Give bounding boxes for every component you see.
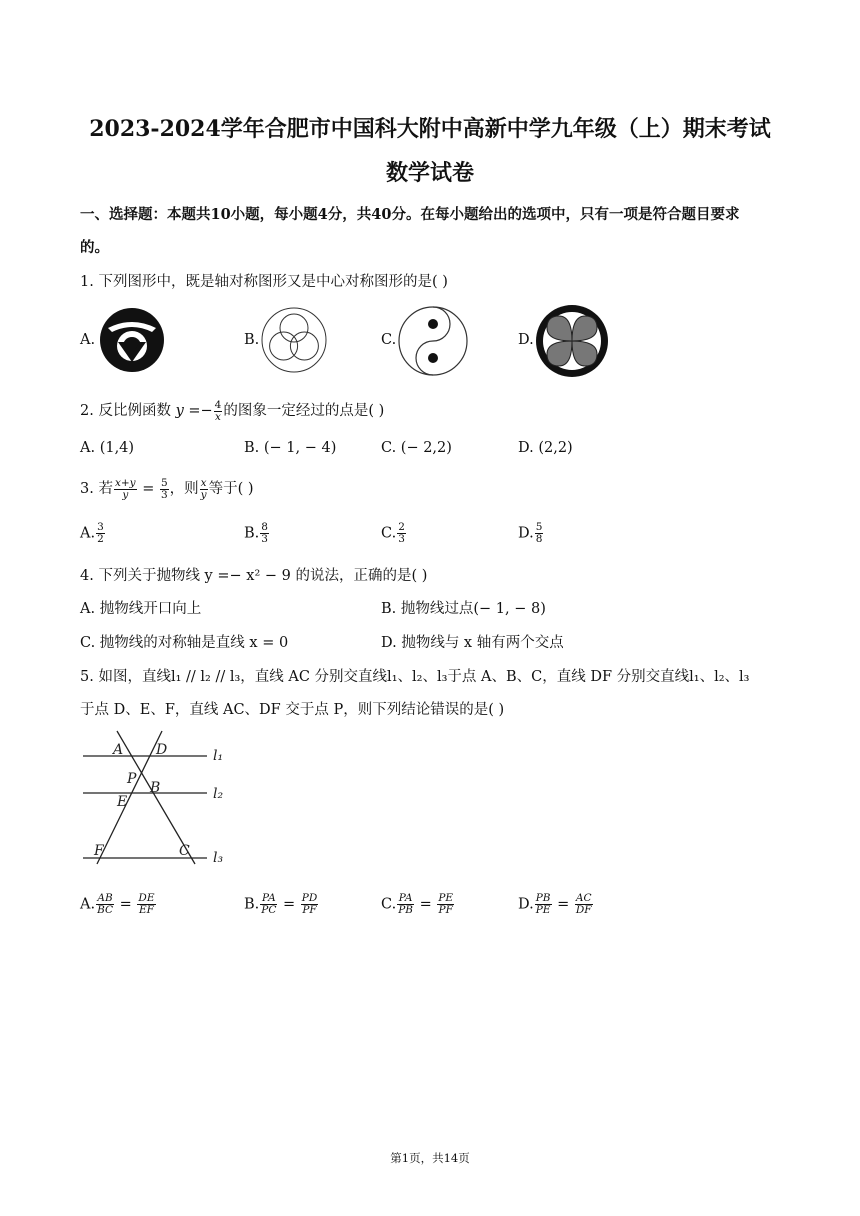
q5-option-a-frac2 <box>137 893 155 916</box>
q3-frac3-den: y <box>200 488 207 501</box>
q3-option-a <box>80 522 106 545</box>
q2-option-c: C. (− 2,2) <box>381 440 452 456</box>
label-A: A <box>113 742 124 758</box>
label-C: C <box>179 843 190 859</box>
q5-parallel-lines-figure <box>75 728 235 870</box>
q3-stem-pre: 3. 若 <box>80 481 113 497</box>
q2-option-a: A. (1,4) <box>80 440 135 456</box>
q2-stem-pre: 2. 反比例函数 <box>80 403 176 419</box>
q1-option-b-label: B. <box>244 332 260 348</box>
q4-stem: 4. 下列关于抛物线 y =− x² − 9 的说法，正确的是( ) <box>80 568 428 584</box>
q3-option-a-den: 2 <box>97 533 104 545</box>
q3-option-a-num: 3 <box>97 521 104 533</box>
q2-option-b: B. (− 1, − 4) <box>244 440 337 456</box>
q5-option-c-label: C. <box>381 896 397 913</box>
q3-stem <box>80 477 254 501</box>
q2-stem-post: 的图象一定经过的点是( ) <box>223 403 385 419</box>
q3-option-b-frac <box>260 522 269 545</box>
label-F: F <box>94 843 104 859</box>
q3-frac2-den: 3 <box>160 488 168 501</box>
page-subtitle: 数学试卷 <box>385 160 474 186</box>
q3-option-a-frac <box>96 522 105 545</box>
q5-b-num2: PD <box>301 892 318 904</box>
q1-figure-c <box>397 305 469 377</box>
q3-option-d-label: D. <box>518 525 534 542</box>
q5-a-den2: EF <box>138 904 154 916</box>
label-P: P <box>127 771 137 787</box>
page-title: 2023-2024学年合肥市中国科大附中高新中学九年级（上）期末考试 <box>89 116 771 142</box>
q3-option-d-den: 8 <box>535 533 543 545</box>
q5-stem-line2: 于点 D、E、F，直线 AC、DF 交于点 P，则下列结论错误的是( ) <box>80 702 505 718</box>
q5-a-num2: DE <box>138 892 155 904</box>
q3-option-a-label: A. <box>80 525 96 542</box>
q5-c-den2: PF <box>438 904 453 916</box>
q3-option-c-num: 2 <box>398 521 405 533</box>
q5-c-num1: PA <box>398 892 413 904</box>
q5-option-b-frac1 <box>260 893 277 916</box>
q1-option-d-label: D. <box>518 332 534 348</box>
q2-fraction <box>214 400 223 423</box>
q5-a-num1: AB <box>97 892 113 904</box>
q3-equals: = <box>137 481 159 497</box>
label-B: B <box>150 780 161 796</box>
section-heading-cont: 的。 <box>80 239 109 256</box>
q5-option-a-frac1 <box>96 893 114 916</box>
q2-equation: y =− <box>175 403 213 419</box>
q3-frac3-num: x <box>200 476 207 489</box>
line-df <box>97 731 162 864</box>
q5-c-den1: PB <box>398 904 413 916</box>
q3-option-b-label: B. <box>244 525 260 542</box>
label-D: D <box>156 742 168 758</box>
q5-option-a: A. $\frac{AB}{BC}$ = $\frac{DE}{EF}$ <box>80 892 155 916</box>
q4-option-d: D. 抛物线与 x 轴有两个交点 <box>381 635 564 651</box>
q3-stem-post: 等于( ) <box>208 481 254 497</box>
q5-option-a-label: A. <box>80 896 96 913</box>
q1-figure-b <box>260 306 328 374</box>
q5-b-den2: PF <box>302 904 317 916</box>
q3-option-b <box>244 522 270 545</box>
q3-option-c-frac <box>397 522 406 545</box>
q5-option-b-frac2 <box>301 893 318 916</box>
q2-option-d: D. (2,2) <box>518 440 573 456</box>
page-footer: 第1页，共14页 <box>390 1151 470 1165</box>
q3-option-b-num: 8 <box>261 521 268 533</box>
q3-option-c <box>381 522 407 545</box>
q4-option-a: A. 抛物线开口向上 <box>80 601 202 617</box>
q3-option-d-frac <box>535 522 544 545</box>
q5-option-d-label: D. <box>518 896 534 913</box>
q2-stem <box>80 399 384 423</box>
q5-option-c: C. $\frac{PA}{PB}$ = $\frac{PE}{PF}$ <box>381 892 454 916</box>
q1-figure-d <box>535 304 609 378</box>
q5-d-den1: PE <box>535 904 551 916</box>
label-E: E <box>117 794 128 810</box>
q3-frac1 <box>114 478 137 501</box>
q5-option-c-frac1 <box>397 893 414 916</box>
q3-frac3 <box>200 478 208 501</box>
q3-frac1-num: x+y <box>114 476 136 489</box>
q5-option-c-frac2 <box>437 893 454 916</box>
q5-stem-line1: 5. 如图，直线l₁ // l₂ // l₃，直线 AC 分别交直线l₁、l₂、l₃于点 A、B、C，直线 DF 分别交直线l₁、l₂、l₃ <box>80 669 750 685</box>
label-l1: l₁ <box>213 748 224 764</box>
q5-option-b-label: B. <box>244 896 260 913</box>
label-l3: l₃ <box>213 850 224 866</box>
q2-frac-num: 4 <box>214 398 222 411</box>
q3-option-d-num: 5 <box>535 521 543 533</box>
q2-frac-den: x <box>215 410 221 423</box>
q1-figure-a <box>98 306 166 374</box>
q5-option-d: D. $\frac{PB}{PE}$ = $\frac{AC}{DF}$ <box>518 892 592 916</box>
q1-option-c-label: C. <box>381 332 397 348</box>
q3-mid: ，则 <box>169 481 199 497</box>
section-heading: 一、选择题：本题共10小题，每小题4分，共40分。在每小题给出的选项中，只有一项是符合题目要求 <box>80 206 740 223</box>
q5-option-d-frac1 <box>535 893 552 916</box>
q5-d-den2: DF <box>575 904 592 916</box>
q3-frac2 <box>160 478 169 501</box>
label-l2: l₂ <box>213 786 224 802</box>
q5-b-num1: PA <box>261 892 276 904</box>
q5-d-num2: AC <box>575 892 592 904</box>
q5-b-den1: PC <box>261 904 277 916</box>
q3-option-d <box>518 522 544 545</box>
q4-option-c: C. 抛物线的对称轴是直线 x = 0 <box>80 635 289 651</box>
q1-option-a-label: A. <box>80 332 96 348</box>
q5-c-num2: PE <box>438 892 454 904</box>
q3-option-c-label: C. <box>381 525 397 542</box>
q3-option-b-den: 3 <box>261 533 268 545</box>
q5-d-num1: PB <box>535 892 551 904</box>
q4-option-b: B. 抛物线过点(− 1, − 8) <box>381 601 546 617</box>
q5-a-den1: BC <box>97 904 114 916</box>
q1-stem: 1. 下列图形中，既是轴对称图形又是中心对称图形的是( ) <box>80 274 448 290</box>
q3-option-c-den: 3 <box>398 533 405 545</box>
q3-frac2-num: 5 <box>160 476 168 489</box>
q3-frac1-den: y <box>122 488 129 501</box>
q5-option-d-frac2 <box>575 893 593 916</box>
q5-option-b: B. $\frac{PA}{PC}$ = $\frac{PD}{PF}$ <box>244 892 318 916</box>
